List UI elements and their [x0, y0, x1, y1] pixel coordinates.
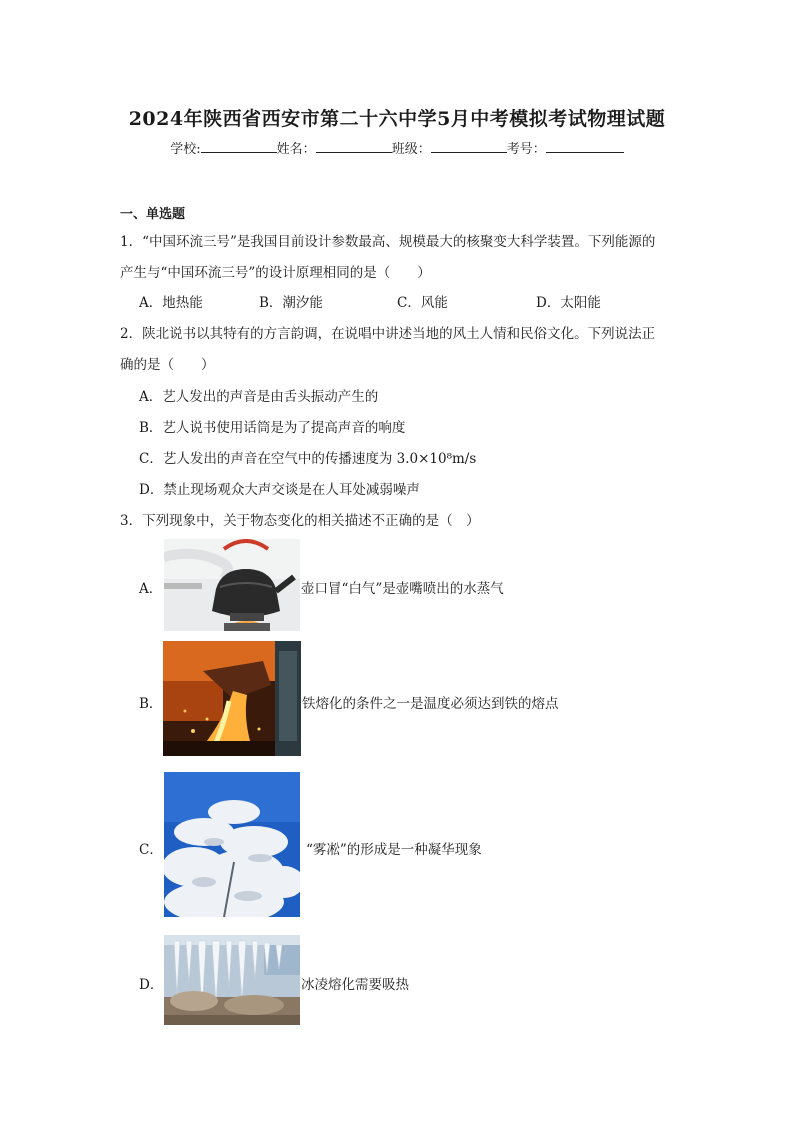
question-1-option-d[interactable]: D．太阳能	[536, 295, 601, 311]
exam-no-label: 考号：	[506, 142, 546, 157]
question-2-option-b[interactable]: B．艺人说书使用话筒是为了提高声音的响度	[139, 420, 406, 436]
question-1-option-b[interactable]: B．潮汐能	[259, 295, 323, 311]
kettle-steam-photo	[164, 539, 300, 631]
question-3-option-a-text[interactable]: 壶口冒“白气”是壶嘴喷出的水蒸气	[301, 581, 504, 597]
question-2-line-2: 确的是（ ）	[120, 357, 215, 373]
question-1-line-2: 产生与“中国环流三号”的设计原理相同的是（ ）	[120, 265, 431, 281]
molten-iron-photo	[163, 641, 301, 756]
question-3-option-c-text[interactable]: “雾凇”的形成是一种凝华现象	[306, 842, 482, 858]
question-3-option-b-letter[interactable]: B．	[139, 696, 163, 712]
question-2-option-c[interactable]: C．艺人发出的声音在空气中的传播速度为 3.0×10⁸m/s	[139, 451, 477, 467]
school-blank[interactable]	[201, 138, 277, 153]
name-label: 姓名：	[276, 142, 316, 157]
school-label: 学校:	[170, 142, 201, 157]
exam-no-blank[interactable]	[546, 138, 624, 153]
exam-title: 2024年陕西省西安市第二十六中学5月中考模拟考试物理试题	[128, 108, 666, 130]
question-1-option-a[interactable]: A．地热能	[139, 295, 203, 311]
question-1-line-1: 1．“中国环流三号”是我国目前设计参数最高、规模最大的核聚变大科学装置。下列能源的	[120, 234, 656, 250]
question-3-line-1: 3．下列现象中，关于物态变化的相关描述不正确的是（ ）	[120, 513, 480, 529]
question-1-option-c[interactable]: C．风能	[397, 295, 448, 311]
student-info-line	[0, 138, 794, 157]
question-3-option-d-letter[interactable]: D．	[139, 977, 164, 993]
icicles-photo	[164, 935, 300, 1025]
question-3-option-d-text[interactable]: 冰凌熔化需要吸热	[301, 977, 409, 993]
question-2-option-a[interactable]: A．艺人发出的声音是由舌头振动产生的	[139, 389, 379, 405]
question-3-option-a-letter[interactable]: A．	[139, 581, 163, 597]
name-blank[interactable]	[316, 138, 392, 153]
question-2-line-1: 2．陕北说书以其特有的方言韵调，在说唱中讲述当地的风土人情和民俗文化。下列说法正	[120, 326, 656, 342]
section-heading: 一、单选题	[120, 207, 186, 222]
rime-frost-photo	[164, 772, 300, 917]
question-3-option-c-letter[interactable]: C．	[139, 842, 163, 858]
question-2-option-d[interactable]: D．禁止现场观众大声交谈是在人耳处减弱噪声	[139, 482, 420, 498]
question-3-option-b-text[interactable]: 铁熔化的条件之一是温度必须达到铁的熔点	[302, 696, 559, 712]
class-label: 班级：	[391, 142, 431, 157]
class-blank[interactable]	[431, 138, 507, 153]
